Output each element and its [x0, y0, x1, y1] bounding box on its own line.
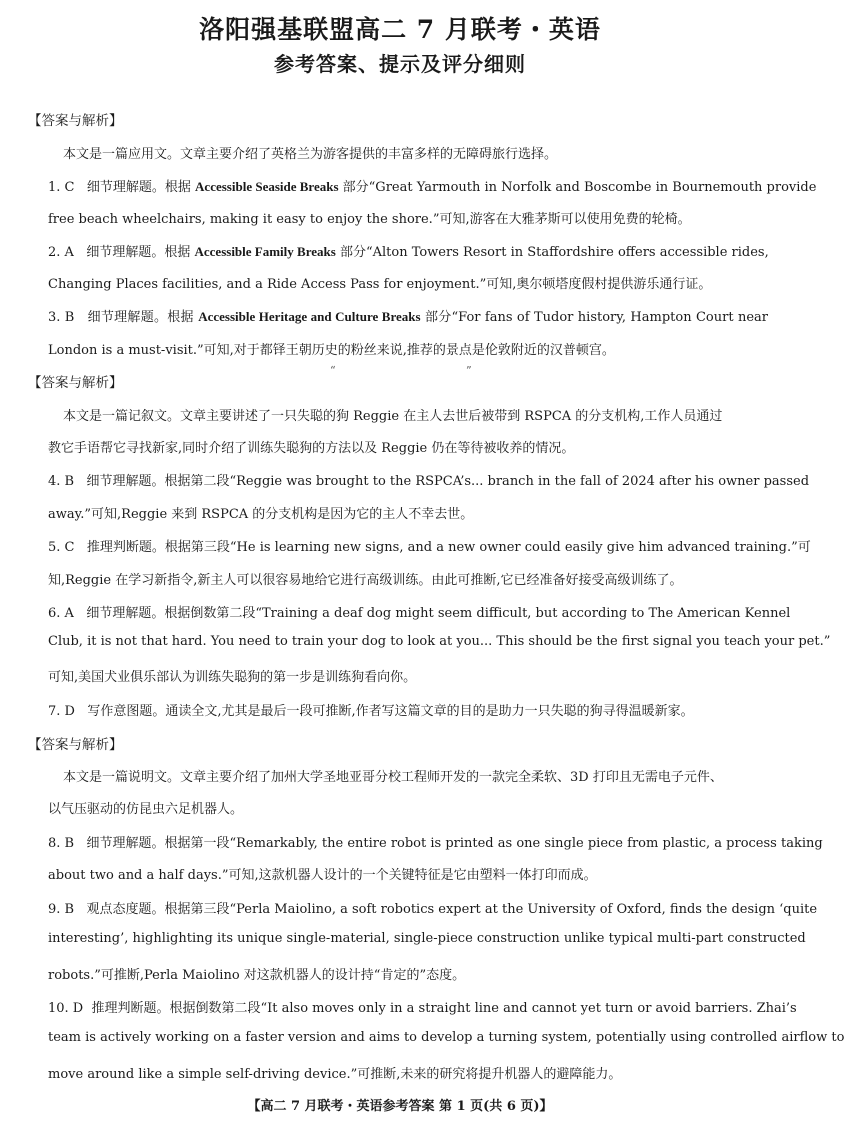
answer-number: 5. C — [48, 540, 75, 555]
answer-text: 细节理解题。根据倒数第二段“Training a deaf dog might seem difficult, but according to The American Kennel — [86, 606, 791, 621]
section-heading: 【答案与解析】 — [28, 737, 123, 753]
answer-text: 根据 — [167, 310, 199, 325]
answer-item-2 — [48, 241, 768, 260]
answer-text: interesting’, highlighting its unique single-material, single-piece construction unlike typical multi-part constructed — [48, 931, 806, 946]
answer-text: London is a must-visit.”可知,对于都铎王朝历史的粉丝来说,推荐的景点是伦敦附近的汉普顿宫。 — [48, 343, 615, 358]
answer-item-7 — [48, 700, 768, 719]
section-reference: Accessible Heritage and Culture Breaks — [198, 309, 421, 324]
answer-text: 部分“Great Yarmouth in Norfolk and Boscombe in Bournemouth provide — [338, 180, 817, 195]
answer-text: free beach wheelchairs, making it easy to enjoy the shore.”可知,游客在大雅茅斯可以使用免费的轮椅。 — [48, 212, 691, 227]
answer-item-3 — [48, 306, 768, 325]
answer-text: robots.”可推断,Perla Maiolino 对这款机器人的设计持“肯定的”态度。 — [48, 968, 466, 983]
answer-text: move around like a simple self-driving device.”可推断,未来的研究将提升机器人的避障能力。 — [48, 1067, 622, 1082]
section-intro: 本文是一篇说明文。文章主要介绍了加州大学圣地亚哥分校工程师开发的一款完全柔软、3D 打印且无需电子元件、 — [63, 770, 723, 785]
answer-text: 部分“Alton Towers Resort in Staffordshire offers accessible rides, — [335, 245, 769, 260]
answer-text: 知,Reggie 在学习新指令,新主人可以很容易地给它进行高级训练。由此可推断,它已经准备好接受高级训练了。 — [48, 573, 683, 588]
answer-number: 1. C — [48, 180, 75, 195]
answer-text: 写作意图题。通读全文,尤其是最后一段可推断,作者写这篇文章的目的是助力一只失聪的狗寻得温暖新家。 — [87, 704, 694, 719]
answer-item-6 — [48, 602, 791, 621]
page-title: 洛阳强基联盟高二 7 月联考・英语 — [199, 15, 601, 44]
answer-number: 9. B — [48, 902, 75, 917]
answer-text: 观点态度题。根据第三段“Perla Maiolino, a soft robotics expert at the University of Oxford, finds the design ‘quite — [86, 902, 818, 917]
answer-text: about two and a half days.”可知,这款机器人设计的一个关键特征是它由塑料一体打印而成。 — [48, 868, 597, 883]
section-heading: 【答案与解析】 — [28, 375, 123, 391]
answer-number: 4. B — [48, 474, 75, 489]
answer-text: Club, it is not that hard. You need to train your dog to look at you... This should be the first signal you teach your pet.” — [48, 634, 831, 649]
answer-text: 细节理解题。根据第二段“Reggie was brought to the RSPCA’s... branch in the fall of 2024 after his owner passed — [86, 474, 810, 489]
answer-number: 2. A — [48, 245, 74, 260]
answer-text: away.”可知,Reggie 来到 RSPCA 的分支机构是因为它的主人不幸去世。 — [48, 507, 474, 522]
answer-item-1 — [48, 176, 817, 195]
section-intro: 本文是一篇记叙文。文章主要讲述了一只失聪的狗 Reggie 在主人去世后被带到 RSPCA 的分支机构,工作人员通过 — [63, 409, 723, 424]
section-intro: 本文是一篇应用文。文章主要介绍了英格兰为游客提供的丰富多样的无障碍旅行选择。 — [63, 147, 558, 162]
answer-item-10 — [48, 997, 797, 1016]
answer-item-9 — [48, 898, 818, 917]
answer-text: 推理判断题。根据倒数第二段“It also moves only in a straight line and cannot yet turn or avoid barriers. Zhai’s — [91, 1001, 797, 1016]
answer-number: 10. D — [48, 1001, 84, 1016]
answer-number: 6. A — [48, 606, 74, 621]
question-type: 细节理解题。 — [87, 310, 168, 325]
stray-quote-mark: ” — [466, 364, 472, 377]
answer-text: team is actively working on a faster version and aims to develop a turning system, potentially using controlled airflow to — [48, 1030, 844, 1045]
section-intro: 教它手语帮它寻找新家,同时介绍了训练失聪狗的方法以及 Reggie 仍在等待被收养的情况。 — [48, 441, 575, 456]
answer-item-5 — [48, 536, 811, 555]
answer-text: 推理判断题。根据第三段“He is learning new signs, and a new owner could easily give him advanced training.”可 — [86, 540, 811, 555]
answer-text: 根据 — [164, 245, 195, 260]
answer-text: 部分“For fans of Tudor history, Hampton Court near — [420, 310, 769, 325]
question-type: 细节理解题。 — [86, 180, 165, 195]
answer-number: 7. D — [48, 704, 75, 719]
answer-item-8 — [48, 832, 823, 851]
answer-number: 3. B — [48, 310, 75, 325]
page-footer: 【高二 7 月联考・英语参考答案 第 1 页(共 6 页)】 — [247, 1099, 553, 1114]
answer-text: Changing Places facilities, and a Ride Access Pass for enjoyment.”可知,奥尔顿塔度假村提供游乐通行证。 — [48, 277, 712, 292]
answer-text: 细节理解题。根据第一段“Remarkably, the entire robot is printed as one single piece from plastic, a process taking — [86, 836, 823, 851]
page-subtitle: 参考答案、提示及评分细则 — [274, 52, 526, 76]
section-intro: 以气压驱动的仿昆虫六足机器人。 — [48, 802, 244, 817]
section-reference: Accessible Family Breaks — [194, 244, 336, 259]
answer-item-4 — [48, 470, 810, 489]
section-reference: Accessible Seaside Breaks — [195, 179, 339, 194]
stray-quote-mark: “ — [330, 364, 336, 377]
answer-text: 可知,美国犬业俱乐部认为训练失聪狗的第一步是训练狗看向你。 — [48, 670, 417, 685]
section-heading: 【答案与解析】 — [28, 113, 123, 129]
question-type: 细节理解题。 — [86, 245, 165, 260]
answer-text: 根据 — [164, 180, 196, 195]
answer-number: 8. B — [48, 836, 75, 851]
